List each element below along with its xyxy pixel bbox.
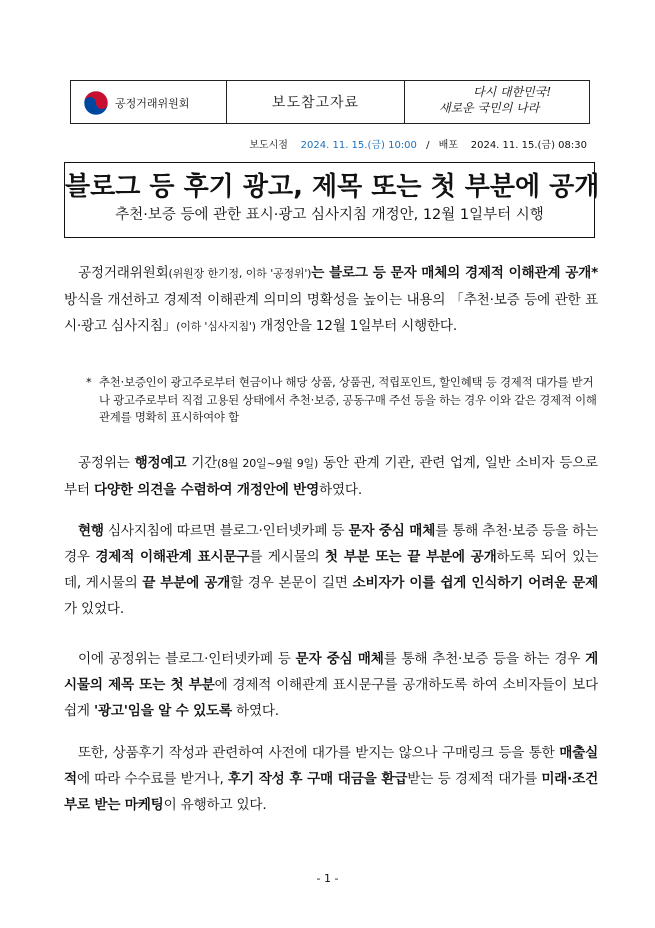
p5-text-3: 에 따라 수수료를 받거나, — [76, 771, 229, 787]
p3-text-2: 심사지침에 따르면 블로그·인터넷카페 등 — [103, 523, 349, 539]
page-subtitle: 추천·보증 등에 관한 표시·광고 심사지침 개정안, 12월 1일부터 시행 — [115, 207, 544, 223]
p1-text-1: 공정거래위원회 — [78, 265, 169, 281]
p1-text-6: (이하 '심사지침') — [176, 320, 256, 333]
doc-type — [227, 81, 405, 123]
p2-text-6: 다양한 의견을 수렴하여 개정안에 반영 — [93, 482, 320, 498]
embargo-date: 2024. 11. 15.(금) 10:00 — [300, 140, 417, 151]
page-number: - 1 - — [316, 872, 339, 885]
p4-text-3: 를 통해 추천·보증 등을 하는 경우 — [383, 651, 586, 667]
p3-text-11: 소비자가 이를 쉽게 인식하기 어려운 문제 — [352, 575, 598, 591]
release-line — [249, 136, 587, 151]
p3-text-1: 현행 — [78, 523, 104, 539]
p2-text-5: 동안 관계 기관, 관련 업계, 일반 소비자 등으로부터 — [64, 455, 598, 498]
page-title: 블로그 등 후기 광고, 제목 또는 첫 부분에 공개 — [65, 172, 600, 202]
p5-text-6: 미래·조건부로 받는 마케팅 — [64, 771, 599, 813]
release-separator: / — [426, 140, 430, 151]
p4-text-5: 에 경제적 이해관계 표시문구를 공개하도록 하여 소비자들이 보다 쉽게 — [64, 677, 598, 719]
p1-text-2: (위원장 한기정, 이하 '공정위') — [168, 267, 312, 280]
paragraph-3 — [64, 518, 598, 622]
org-cell — [71, 81, 227, 123]
paragraph-2 — [64, 450, 598, 503]
p5-text-4: 후기 작성 후 구매 대금을 환급 — [228, 771, 408, 787]
p3-text-10: 할 경우 본문이 길면 — [230, 575, 353, 591]
p3-text-6: 를 게시물의 — [249, 549, 325, 565]
p1-text-5: 방식을 개선하고 경제적 이해관계 의미의 명확성을 높이는 내용의 「추천·보증 등에 관한 표시·광고 심사지침」 — [64, 292, 598, 334]
p5-text-7: 이 유행하고 있다. — [163, 797, 267, 813]
footnote-mark: * — [86, 375, 92, 389]
p4-text-6: '광고'임을 알 수 있도록 — [93, 703, 232, 719]
press-header — [70, 80, 590, 124]
p2-text-1: 공정위는 — [78, 455, 135, 471]
p4-text-4: 게시물의 제목 또는 첫 부분 — [64, 651, 598, 693]
p2-text-4: (8월 20일~9월 9일) — [217, 457, 319, 470]
paragraph-5 — [64, 740, 598, 818]
p2-text-7: 하였다. — [319, 482, 362, 498]
p1-text-7: 개정안을 12월 1일부터 시행한다. — [255, 318, 457, 334]
p3-text-4: 를 통해 추천·보증 등을 하는 경우 — [64, 523, 599, 565]
p5-text-5: 받는 등 경제적 대가를 — [407, 771, 542, 787]
slogan-line1: 다시 대한민국! — [473, 85, 552, 99]
taegeuk-emblem-icon — [83, 90, 109, 116]
p5-text-2: 매출실적 — [64, 745, 598, 787]
p1-footnote-mark: * — [591, 265, 598, 281]
embargo-label: 보도시점 — [249, 140, 288, 151]
p4-text-2: 문자 중심 매체 — [295, 651, 384, 667]
p1-text-3: 는 블로그 등 문자 매체의 경제적 이해관계 공개 — [311, 265, 592, 281]
footnote-text: 추천·보증인이 광고주로부터 현금이나 해당 상품, 상품권, 적립포인트, 할인혜택 등 경제적 대가를 받거나 광고주로부터 직접 고용된 상태에서 추천·보증, 공동구매 주선 등을 하는 경우 이와 같은 경제적 이해관계를 명확히 표시하여야 함 — [99, 375, 597, 424]
p3-text-7: 첫 부분 또는 끝 부분에 공개 — [324, 549, 497, 565]
p3-text-12: 가 있었다. — [64, 601, 124, 617]
slogan-cell — [405, 81, 589, 123]
p3-text-3: 문자 중심 매체 — [348, 523, 436, 539]
slogan — [415, 83, 585, 123]
distribution-date: 2024. 11. 15.(금) 08:30 — [470, 140, 587, 151]
p2-text-2: 행정예고 — [134, 455, 187, 471]
slogan-line2: 새로운 국민의 나라 — [439, 101, 540, 115]
doc-type-label: 보도참고자료 — [271, 95, 360, 111]
p4-text-1: 이에 공정위는 블로그·인터넷카페 등 — [78, 651, 296, 667]
title-box — [64, 162, 600, 238]
p2-text-3: 기간 — [186, 455, 218, 471]
p3-text-9: 끝 부분에 공개 — [142, 575, 231, 591]
p4-text-7: 하였다. — [231, 703, 279, 719]
footnote — [86, 374, 598, 427]
distribution-label: 배포 — [438, 140, 458, 151]
paragraph-4 — [64, 646, 598, 724]
p3-text-5: 경제적 이해관계 표시문구 — [95, 549, 250, 565]
paragraph-1 — [64, 260, 598, 340]
p5-text-1: 또한, 상품후기 작성과 관련하여 사전에 대가를 받지는 않으나 구매링크 등을 통한 — [78, 745, 560, 761]
p3-text-8: 하도록 되어 있는데, 게시물의 — [64, 549, 598, 591]
org-name: 공정거래위원회 — [115, 97, 190, 110]
